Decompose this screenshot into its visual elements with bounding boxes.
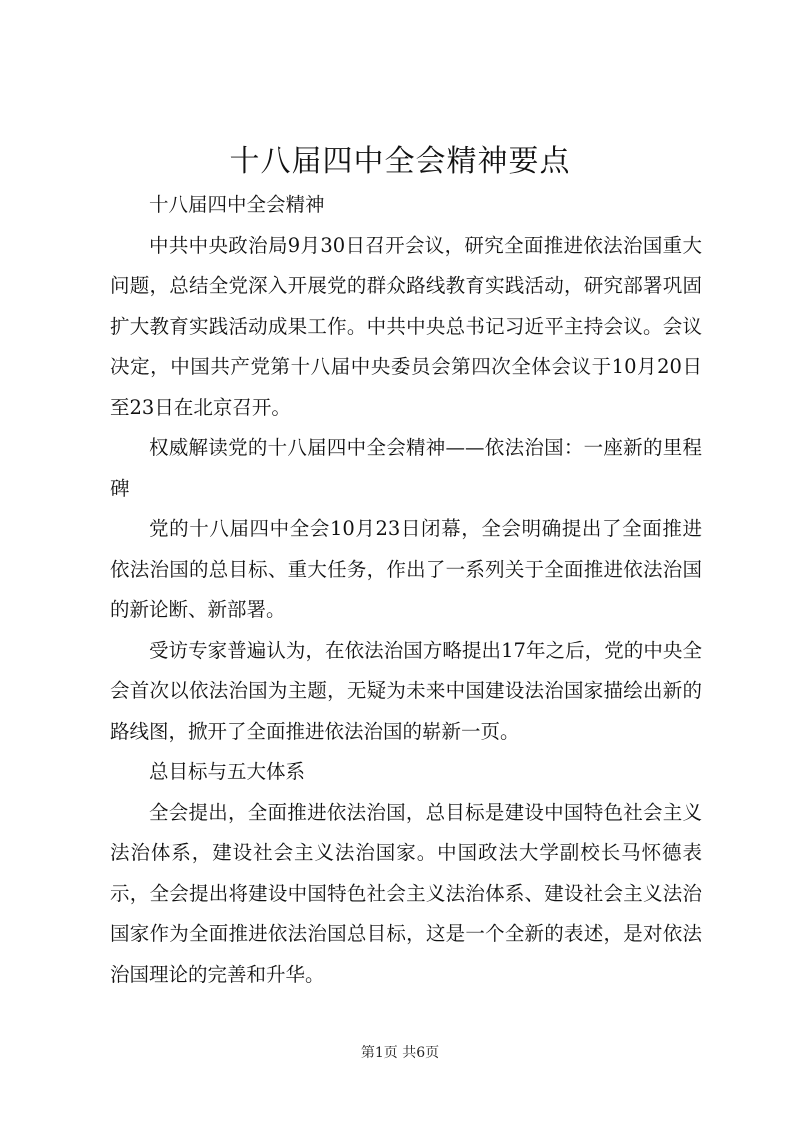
paragraph: 受访专家普遍认为，在依法治国方略提出17年之后，党的中央全会首次以依法治国为主题，无疑为未来中国建设法治国家描绘出新的路线图，掀开了全面推进依法治国的崭新一页。 bbox=[110, 638, 702, 743]
section-heading: 十八届四中全会精神 bbox=[149, 193, 325, 216]
paragraph: 中共中央政治局9月30日召开会议，研究全面推进依法治国重大问题，总结全党深入开展党的群众路线教育实践活动，研究部署巩固扩大教育实践活动成果工作。中共中央总书记习近平主持会议。会议决定，中国共产党第十八届中央委员会第四次全体会议于10月20日至23日在北京召开。 bbox=[110, 233, 702, 419]
section-heading: 总目标与五大体系 bbox=[149, 760, 306, 783]
section-heading: 权威解读党的十八届四中全会精神——依法治国：一座新的里程碑 bbox=[110, 436, 702, 500]
document-title: 十八届四中全会精神要点 bbox=[229, 144, 571, 179]
document-body bbox=[110, 185, 702, 995]
page-number-footer: 第1页 共6页 bbox=[360, 1045, 440, 1061]
paragraph: 全会提出，全面推进依法治国，总目标是建设中国特色社会主义法治体系，建设社会主义法治国家。中国政法大学副校长马怀德表示，全会提出将建设中国特色社会主义法治体系、建设社会主义法治国家作为全面推进依法治国总目标，这是一个全新的表述，是对依法治国理论的完善和升华。 bbox=[110, 800, 702, 986]
paragraph: 党的十八届四中全会10月23日闭幕，全会明确提出了全面推进依法治国的总目标、重大任务，作出了一系列关于全面推进依法治国的新论断、新部署。 bbox=[110, 517, 702, 621]
